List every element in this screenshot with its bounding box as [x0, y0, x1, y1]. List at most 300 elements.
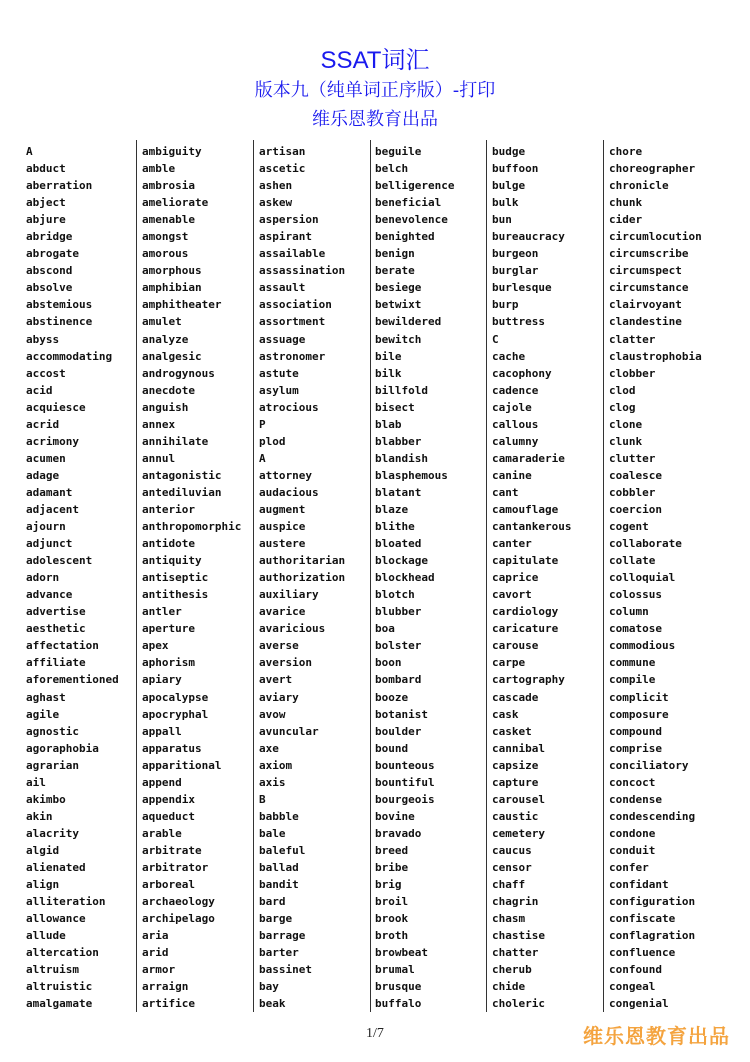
word-entry: confiscate [609, 912, 676, 926]
word-entry: clog [609, 400, 636, 414]
word-entry: bourgeois [375, 792, 435, 806]
word-entry: circumlocution [609, 230, 702, 244]
word-entry: bound [375, 741, 409, 755]
word-entry: authoritarian [259, 554, 346, 568]
word-entry: accost [26, 366, 66, 380]
word-entry: auxiliary [259, 588, 319, 602]
word-entry: annex [142, 417, 176, 431]
word-entry: collate [609, 554, 656, 568]
word-entry: acid [26, 383, 53, 397]
word-entry: artisan [259, 145, 306, 158]
word-column-6 [609, 143, 721, 1012]
word-entry: chore [609, 145, 643, 158]
word-entry: aspirant [259, 230, 312, 244]
word-entry: bravado [375, 826, 422, 840]
word-entry: ajourn [26, 520, 66, 534]
word-entry: coalesce [609, 468, 662, 482]
word-entry: aforementioned [26, 673, 119, 687]
word-entry: caprice [492, 571, 539, 585]
word-entry: ambiguity [142, 145, 202, 158]
word-entry: boon [375, 656, 402, 670]
word-entry: bountiful [375, 775, 435, 789]
word-entry: antithesis [142, 588, 209, 602]
column-divider [253, 140, 254, 1012]
word-entry: circumstance [609, 281, 689, 295]
word-entry: barter [259, 946, 299, 960]
word-entry: artifice [142, 997, 195, 1011]
word-entry: augment [259, 502, 306, 516]
word-entry: appall [142, 724, 182, 738]
word-entry: babble [259, 809, 299, 823]
word-entry: arid [142, 946, 169, 960]
word-entry: cider [609, 213, 643, 227]
word-column-2 [142, 143, 254, 1012]
word-entry: amorphous [142, 264, 202, 278]
word-entry: baleful [259, 843, 306, 857]
word-entry: acrid [26, 417, 60, 431]
word-entry: clutter [609, 451, 656, 465]
word-entry: atrocious [259, 400, 319, 414]
word-entry: austere [259, 537, 306, 551]
word-entry: blockhead [375, 571, 435, 585]
word-entry: barge [259, 912, 293, 926]
word-entry: amalgamate [26, 997, 93, 1011]
word-entry: allude [26, 929, 66, 943]
word-entry: avaricious [259, 622, 326, 636]
word-entry: avuncular [259, 724, 319, 738]
word-entry: callous [492, 417, 539, 431]
word-entry: broil [375, 895, 409, 909]
word-entry: avarice [259, 605, 306, 619]
word-entry: alacrity [26, 826, 79, 840]
word-entry: belligerence [375, 179, 455, 193]
word-entry: ballad [259, 860, 299, 874]
word-entry: cantankerous [492, 520, 572, 534]
word-entry: antiseptic [142, 571, 209, 585]
word-entry: choleric [492, 997, 545, 1011]
word-entry: buffalo [375, 997, 422, 1011]
word-entry: chastise [492, 929, 545, 943]
word-entry: brig [375, 878, 402, 892]
word-entry: bale [259, 826, 286, 840]
word-entry: burglar [492, 264, 539, 278]
word-entry: carousel [492, 792, 545, 806]
word-entry: barrage [259, 929, 306, 943]
word-entry: amphitheater [142, 298, 222, 312]
word-entry: avert [259, 673, 293, 687]
word-entry: capitulate [492, 554, 559, 568]
word-entry: authorization [259, 571, 346, 585]
word-entry: aperture [142, 622, 195, 636]
column-divider [370, 140, 371, 1012]
word-entry: concoct [609, 775, 656, 789]
word-entry: altercation [26, 946, 99, 960]
word-entry: aspersion [259, 213, 319, 227]
word-entry: amble [142, 162, 176, 176]
word-entry: brook [375, 912, 409, 926]
word-entry: adjacent [26, 502, 79, 516]
word-entry: archaeology [142, 895, 215, 909]
word-entry: append [142, 775, 182, 789]
word-entry: capsize [492, 758, 539, 772]
word-entry: auspice [259, 520, 306, 534]
word-entry: ashen [259, 179, 293, 193]
word-entry: betwixt [375, 298, 422, 312]
word-entry: commune [609, 656, 656, 670]
word-entry: caustic [492, 809, 539, 823]
word-entry: blotch [375, 588, 415, 602]
word-entry: axis [259, 775, 286, 789]
column-divider [603, 140, 604, 1012]
word-entry: bewitch [375, 332, 422, 346]
word-entry: clairvoyant [609, 298, 682, 312]
word-entry: censor [492, 860, 532, 874]
word-entry: cask [492, 707, 519, 721]
word-entry: aria [142, 929, 169, 943]
word-entry: bovine [375, 809, 415, 823]
publisher-line: 维乐恩教育出品 [312, 109, 438, 130]
word-entry: bassinet [259, 963, 312, 977]
word-entry: confer [609, 860, 649, 874]
word-entry: burp [492, 298, 519, 312]
word-entry: bombard [375, 673, 422, 687]
word-entry: chronicle [609, 179, 669, 193]
word-entry: analgesic [142, 349, 202, 363]
word-entry: bard [259, 895, 286, 909]
word-entry: cavort [492, 588, 532, 602]
word-entry: blab [375, 417, 402, 431]
word-entry: akin [26, 809, 53, 823]
word-entry: align [26, 878, 60, 892]
word-entry: blockage [375, 554, 428, 568]
word-entry: avow [259, 707, 286, 721]
word-entry: capture [492, 775, 539, 789]
word-entry: adolescent [26, 554, 93, 568]
word-entry: broth [375, 929, 409, 943]
word-entry: A [259, 451, 266, 465]
word-entry: beguile [375, 145, 422, 158]
word-entry: aghast [26, 690, 66, 704]
word-entry: caucus [492, 843, 532, 857]
word-entry: abstemious [26, 298, 93, 312]
word-entry: configuration [609, 895, 696, 909]
word-entry: aberration [26, 179, 93, 193]
word-entry: clunk [609, 434, 643, 448]
word-entry: archipelago [142, 912, 215, 926]
word-entry: abstinence [26, 315, 93, 329]
word-entry: A [26, 145, 33, 158]
word-entry: agrarian [26, 758, 79, 772]
word-entry: annul [142, 451, 176, 465]
word-entry: conflagration [609, 929, 696, 943]
word-entry: adage [26, 468, 60, 482]
word-entry: blasphemous [375, 468, 448, 482]
word-entry: belch [375, 162, 409, 176]
word-entry: condescending [609, 809, 696, 823]
word-entry: bilk [375, 366, 402, 380]
word-entry: burlesque [492, 281, 552, 295]
word-entry: akimbo [26, 792, 66, 806]
word-entry: cadence [492, 383, 539, 397]
word-entry: claustrophobia [609, 349, 702, 363]
word-column-3 [259, 143, 371, 1012]
word-entry: asylum [259, 383, 299, 397]
word-entry: choreographer [609, 162, 696, 176]
word-entry: adamant [26, 485, 73, 499]
word-entry: bay [259, 980, 279, 994]
word-entry: abrogate [26, 247, 79, 261]
word-entry: boulder [375, 724, 422, 738]
word-entry: boa [375, 622, 395, 636]
word-entry: annihilate [142, 434, 209, 448]
word-entry: budge [492, 145, 526, 158]
word-entry: canter [492, 537, 532, 551]
word-entry: allowance [26, 912, 86, 926]
word-entry: brumal [375, 963, 415, 977]
word-entry: antediluvian [142, 485, 222, 499]
word-entry: bureaucracy [492, 230, 565, 244]
word-entry: comatose [609, 622, 662, 636]
word-entry: advertise [26, 605, 86, 619]
word-entry: arboreal [142, 878, 195, 892]
word-entry: anthropomorphic [142, 520, 242, 534]
word-entry: bandit [259, 878, 299, 892]
word-entry: bribe [375, 860, 409, 874]
word-entry: botanist [375, 707, 428, 721]
word-entry: amenable [142, 213, 195, 227]
word-entry: berate [375, 264, 415, 278]
word-entry: complicit [609, 690, 669, 704]
word-entry: assuage [259, 332, 306, 346]
word-entry: chagrin [492, 895, 539, 909]
word-entry: acquiesce [26, 400, 86, 414]
word-entry: absolve [26, 281, 73, 295]
word-entry: chide [492, 980, 526, 994]
word-entry: carouse [492, 639, 539, 653]
word-entry: buttress [492, 315, 545, 329]
word-entry: benighted [375, 230, 435, 244]
word-entry: agile [26, 707, 60, 721]
word-entry: cardiology [492, 605, 559, 619]
word-entry: ambrosia [142, 179, 195, 193]
word-entry: clobber [609, 366, 656, 380]
word-entry: bile [375, 349, 402, 363]
word-entry: anguish [142, 400, 189, 414]
word-entry: cascade [492, 690, 539, 704]
word-entry: aversion [259, 656, 312, 670]
word-entry: burgeon [492, 247, 539, 261]
word-entry: cant [492, 485, 519, 499]
word-entry: C [492, 332, 499, 346]
word-entry: arable [142, 826, 182, 840]
word-entry: aqueduct [142, 809, 195, 823]
watermark-logo: 维乐恩教育出品 [583, 1024, 730, 1048]
word-entry: agoraphobia [26, 741, 99, 755]
word-entry: accommodating [26, 349, 113, 363]
word-entry: analyze [142, 332, 189, 346]
page-number: 1/7 [366, 1026, 384, 1041]
word-entry: circumscribe [609, 247, 689, 261]
word-entry: confidant [609, 878, 669, 892]
word-column-5 [492, 143, 604, 1012]
word-entry: browbeat [375, 946, 428, 960]
word-entry: cobbler [609, 485, 656, 499]
word-entry: chasm [492, 912, 526, 926]
word-entry: alliteration [26, 895, 106, 909]
word-entry: congenial [609, 997, 669, 1011]
word-entry: advance [26, 588, 73, 602]
word-column-1 [26, 143, 138, 1012]
word-entry: buffoon [492, 162, 539, 176]
word-entry: axiom [259, 758, 293, 772]
column-divider [486, 140, 487, 1012]
word-entry: bulk [492, 196, 519, 210]
word-entry: comprise [609, 741, 662, 755]
word-entry: blaze [375, 502, 409, 516]
word-entry: colloquial [609, 571, 676, 585]
word-entry: circumspect [609, 264, 682, 278]
word-entry: bulge [492, 179, 526, 193]
word-entry: coercion [609, 502, 662, 516]
word-entry: column [609, 605, 649, 619]
word-entry: camouflage [492, 502, 559, 516]
word-entry: condone [609, 826, 656, 840]
word-entry: antagonistic [142, 468, 222, 482]
word-entry: abyss [26, 332, 60, 346]
word-entry: beak [259, 997, 286, 1011]
document-subtitle: 版本九（纯单词正序版）-打印 [254, 80, 496, 101]
word-entry: collaborate [609, 537, 682, 551]
word-entry: attorney [259, 468, 312, 482]
word-entry: alienated [26, 860, 86, 874]
word-entry: amongst [142, 230, 189, 244]
word-entry: assortment [259, 315, 326, 329]
word-entry: astronomer [259, 349, 326, 363]
word-entry: blandish [375, 451, 428, 465]
word-entry: cherub [492, 963, 532, 977]
word-entry: antidote [142, 537, 195, 551]
word-entry: confound [609, 963, 662, 977]
word-entry: bisect [375, 400, 415, 414]
word-entry: clatter [609, 332, 656, 346]
word-entry: anecdote [142, 383, 195, 397]
word-entry: brusque [375, 980, 422, 994]
word-entry: carpe [492, 656, 526, 670]
document-title: SSAT词汇 [320, 47, 430, 74]
word-entry: aphorism [142, 656, 195, 670]
word-entry: commodious [609, 639, 676, 653]
word-entry: blatant [375, 485, 422, 499]
word-entry: assassination [259, 264, 346, 278]
word-entry: cogent [609, 520, 649, 534]
word-entry: astute [259, 366, 299, 380]
word-entry: altruistic [26, 980, 93, 994]
word-entry: casket [492, 724, 532, 738]
word-entry: calumny [492, 434, 539, 448]
word-entry: arraign [142, 980, 189, 994]
word-entry: cajole [492, 400, 532, 414]
word-entry: apocalypse [142, 690, 209, 704]
word-entry: clod [609, 383, 636, 397]
word-entry: bewildered [375, 315, 442, 329]
word-entry: compile [609, 673, 656, 687]
word-entry: algid [26, 843, 60, 857]
word-entry: cemetery [492, 826, 545, 840]
word-entry: cacophony [492, 366, 552, 380]
word-entry: canine [492, 468, 532, 482]
word-entry: caricature [492, 622, 559, 636]
word-entry: congeal [609, 980, 656, 994]
word-entry: apparitional [142, 758, 222, 772]
word-entry: androgynous [142, 366, 215, 380]
word-entry: arbitrate [142, 843, 202, 857]
word-entry: apiary [142, 673, 182, 687]
word-entry: affectation [26, 639, 99, 653]
word-entry: clandestine [609, 315, 682, 329]
word-entry: P [259, 417, 266, 431]
word-list-columns [0, 143, 750, 1013]
word-entry: amulet [142, 315, 182, 329]
word-entry: anterior [142, 502, 195, 516]
word-entry: besiege [375, 281, 422, 295]
word-entry: appendix [142, 792, 195, 806]
word-entry: benign [375, 247, 415, 261]
word-entry: bolster [375, 639, 422, 653]
word-entry: antiquity [142, 554, 202, 568]
word-entry: averse [259, 639, 299, 653]
word-entry: ameliorate [142, 196, 209, 210]
word-entry: colossus [609, 588, 662, 602]
word-entry: ail [26, 775, 46, 789]
word-entry: beneficial [375, 196, 442, 210]
word-entry: arbitrator [142, 860, 209, 874]
word-entry: cartography [492, 673, 565, 687]
word-entry: clone [609, 417, 643, 431]
word-entry: billfold [375, 383, 428, 397]
word-entry: adjunct [26, 537, 73, 551]
word-entry: acrimony [26, 434, 79, 448]
word-entry: camaraderie [492, 451, 565, 465]
word-entry: assault [259, 281, 306, 295]
word-entry: bun [492, 213, 512, 227]
word-entry: blithe [375, 520, 415, 534]
word-entry: cache [492, 349, 526, 363]
word-entry: axe [259, 741, 279, 755]
word-entry: apocryphal [142, 707, 209, 721]
word-entry: acumen [26, 451, 66, 465]
word-entry: conciliatory [609, 758, 689, 772]
word-entry: agnostic [26, 724, 79, 738]
word-entry: apex [142, 639, 169, 653]
word-entry: amorous [142, 247, 189, 261]
word-entry: affiliate [26, 656, 86, 670]
word-entry: aesthetic [26, 622, 86, 636]
word-entry: association [259, 298, 332, 312]
word-entry: blabber [375, 434, 422, 448]
word-entry: compound [609, 724, 662, 738]
word-entry: breed [375, 843, 409, 857]
word-entry: condense [609, 792, 662, 806]
word-entry: plod [259, 434, 286, 448]
word-entry: bloated [375, 537, 422, 551]
word-entry: ascetic [259, 162, 306, 176]
column-divider [136, 140, 137, 1012]
word-entry: aviary [259, 690, 299, 704]
word-entry: armor [142, 963, 176, 977]
word-entry: abscond [26, 264, 73, 278]
word-entry: assailable [259, 247, 326, 261]
word-entry: askew [259, 196, 293, 210]
